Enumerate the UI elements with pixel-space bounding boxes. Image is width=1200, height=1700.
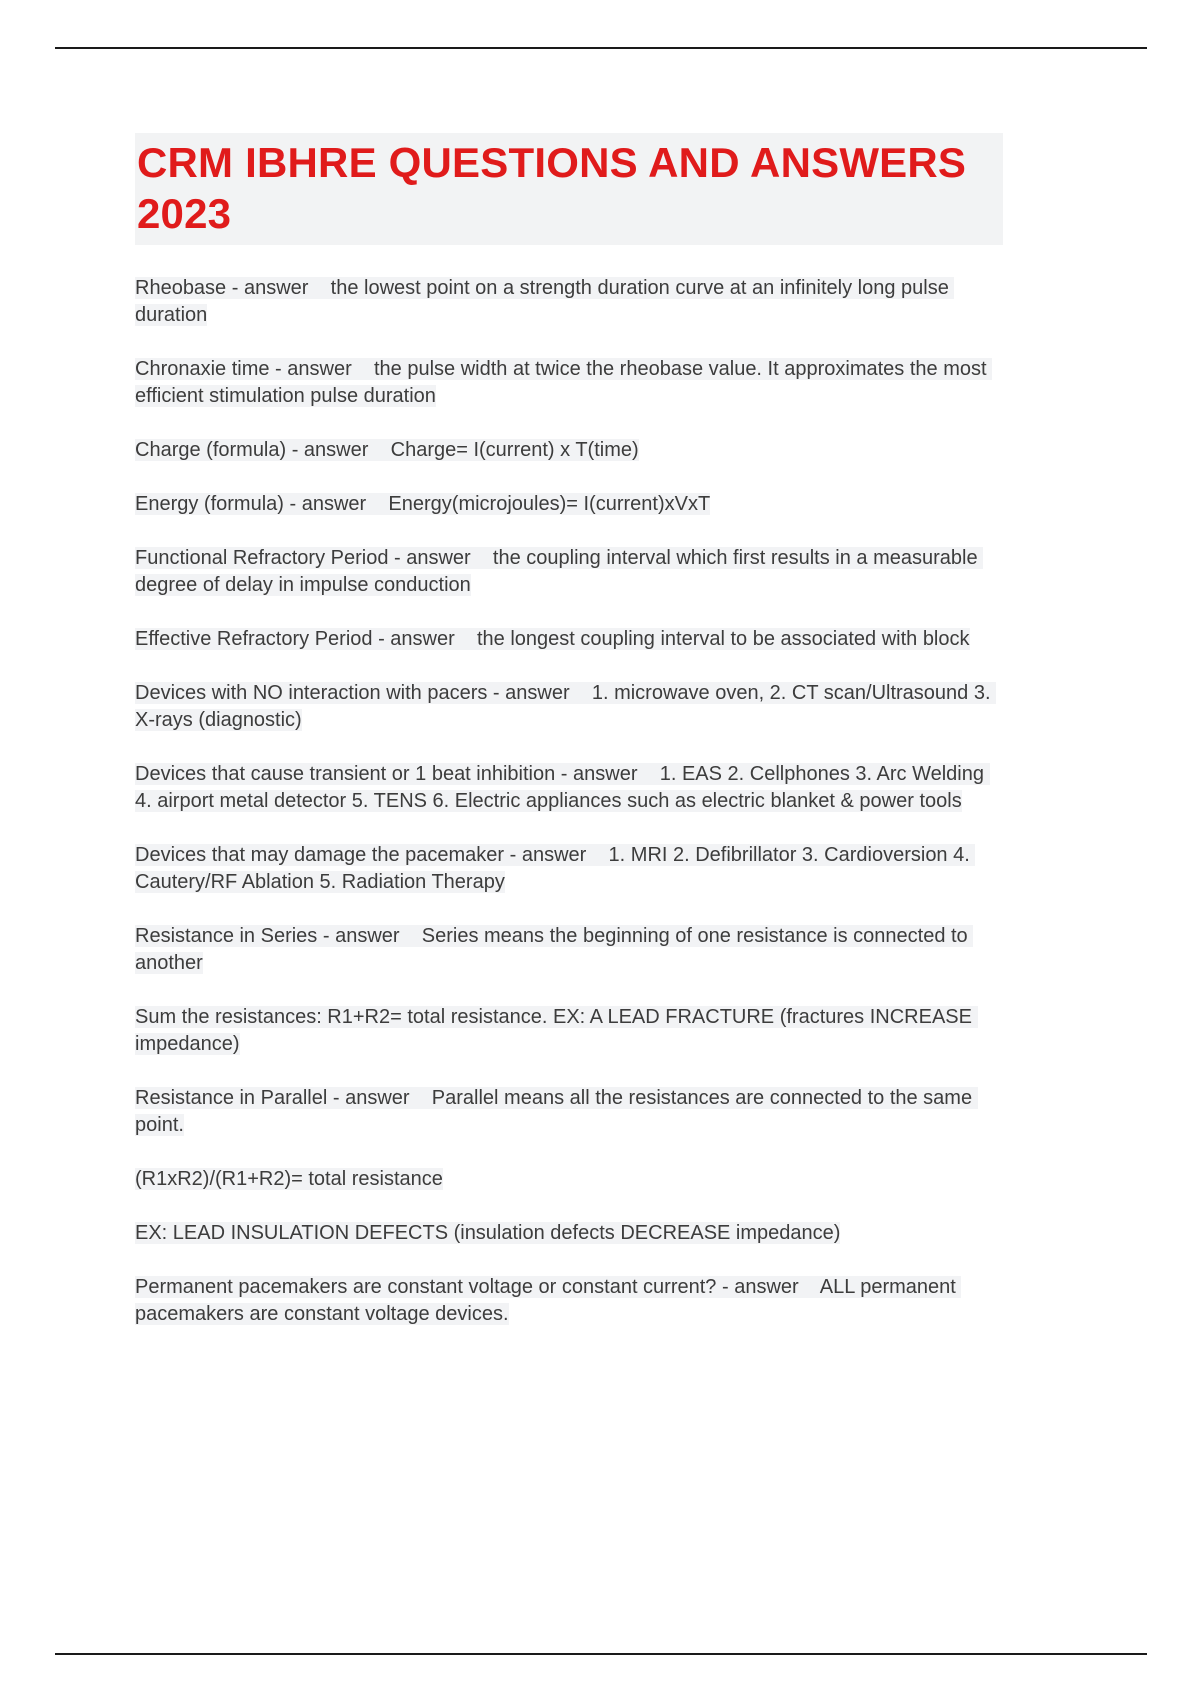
qa-text: (R1xR2)/(R1+R2)= total resistance <box>135 1168 443 1191</box>
qa-paragraph <box>135 1166 1003 1193</box>
qa-paragraph <box>135 1220 1003 1247</box>
qa-text: Resistance in Series - answer Series means the beginning of one resistance is connected to another <box>135 925 974 975</box>
qa-text: Resistance in Parallel - answer Parallel means all the resistances are connected to the same point. <box>135 1087 978 1137</box>
qa-paragraph <box>135 626 1003 653</box>
page-title: CRM IBHRE QUESTIONS AND ANSWERS 2023 <box>135 133 1003 245</box>
qa-text: Charge (formula) - answer Charge= I(current) x T(time) <box>135 439 639 462</box>
qa-text: Devices with NO interaction with pacers - answer 1. microwave oven, 2. CT scan/Ultrasound 3. X-rays (diagnostic) <box>135 682 997 732</box>
qa-text: Rheobase - answer the lowest point on a strength duration curve at an infinitely long pulse duration <box>135 277 955 327</box>
qa-text: EX: LEAD INSULATION DEFECTS (insulation defects DECREASE impedance) <box>135 1222 841 1245</box>
qa-paragraph <box>135 491 1003 518</box>
qa-paragraph <box>135 842 1003 896</box>
qa-text: Functional Refractory Period - answer the coupling interval which first results in a measurable degree of delay in impulse conduction <box>135 547 984 597</box>
qa-paragraph <box>135 1004 1003 1058</box>
qa-text: Devices that may damage the pacemaker - answer 1. MRI 2. Defibrillator 3. Cardioversion 4. Cautery/RF Ablation 5. Radiation Therapy <box>135 844 976 894</box>
qa-paragraph <box>135 545 1003 599</box>
qa-paragraph <box>135 1274 1003 1328</box>
qa-paragraph <box>135 356 1003 410</box>
bottom-border-line <box>55 1653 1147 1655</box>
qa-text: Effective Refractory Period - answer the longest coupling interval to be associated with block <box>135 628 970 651</box>
qa-paragraph <box>135 275 1003 329</box>
qa-paragraph <box>135 1085 1003 1139</box>
qa-text: Chronaxie time - answer the pulse width at twice the rheobase value. It approximates the most efficient stimulation pulse duration <box>135 358 993 408</box>
qa-paragraph <box>135 923 1003 977</box>
qa-text: Sum the resistances: R1+R2= total resistance. EX: A LEAD FRACTURE (fractures INCREASE impedance) <box>135 1006 978 1056</box>
qa-paragraph <box>135 761 1003 815</box>
top-border-line <box>55 47 1147 49</box>
qa-text: Devices that cause transient or 1 beat inhibition - answer 1. EAS 2. Cellphones 3. Arc Welding 4. airport metal detector 5. TENS 6. Electric appliances such as electric blanket & power tools <box>135 763 990 813</box>
qa-paragraph <box>135 680 1003 734</box>
qa-paragraph <box>135 437 1003 464</box>
qa-list <box>135 275 1003 1328</box>
qa-text: Energy (formula) - answer Energy(microjoules)= I(current)xVxT <box>135 493 711 516</box>
qa-text: Permanent pacemakers are constant voltage or constant current? - answer ALL permanent pacemakers are constant voltage devices. <box>135 1276 962 1326</box>
page-content <box>135 133 1003 1355</box>
